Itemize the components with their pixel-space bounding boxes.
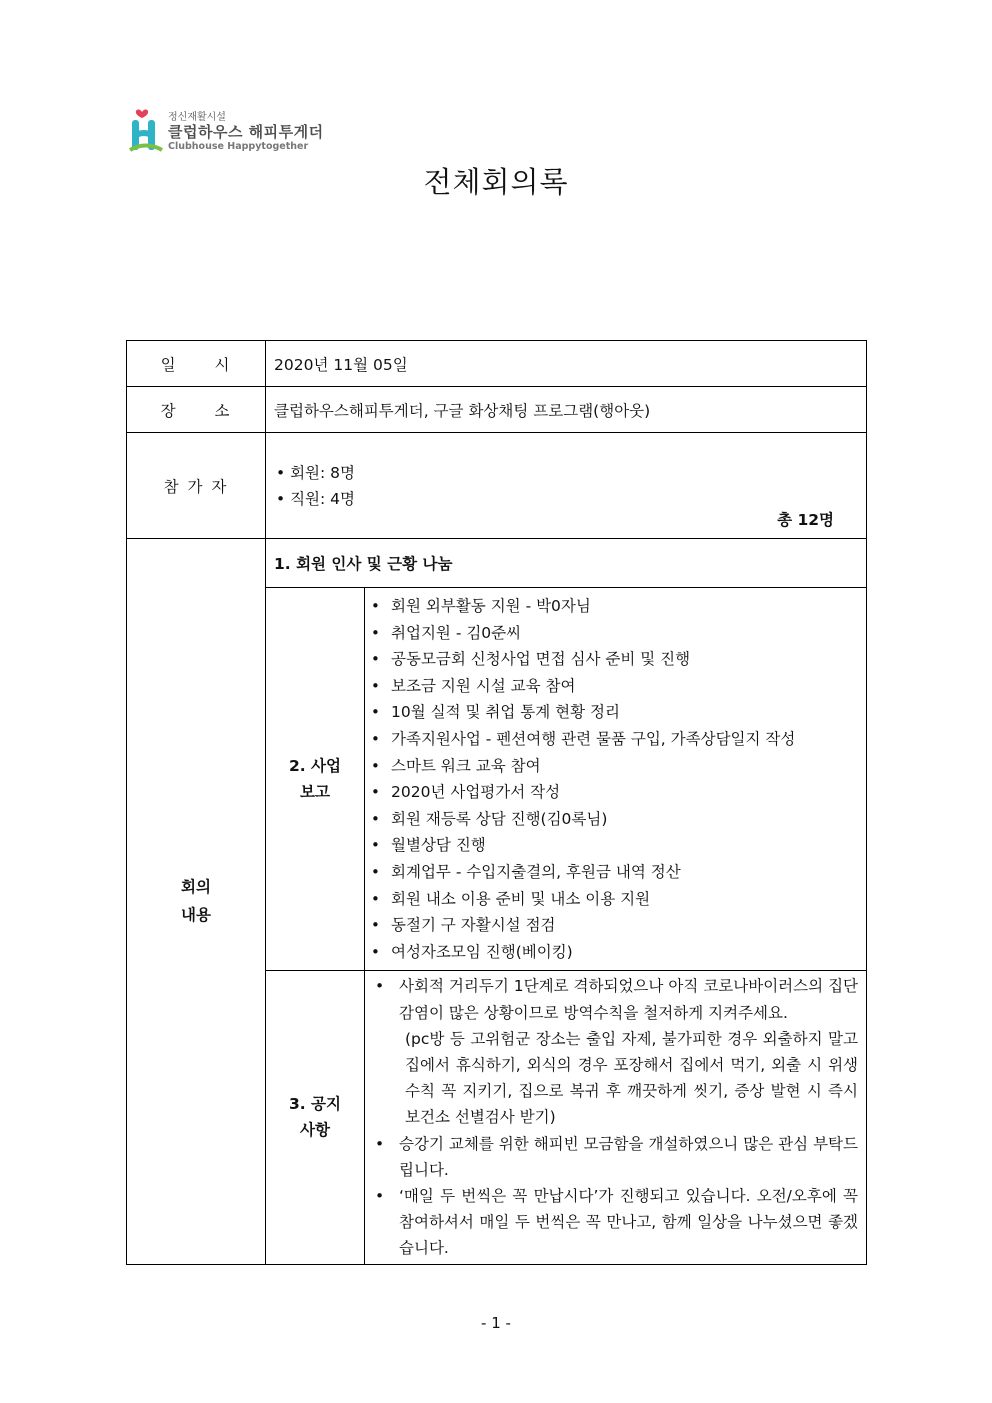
section2-label-line1: 2. 사업 [288, 757, 341, 776]
list-item: • 월별상담 진행 [391, 832, 860, 859]
list-item: • 10월 실적 및 취업 통계 현황 정리 [391, 699, 860, 726]
list-item: • 여성자조모임 진행(베이킹) [391, 939, 860, 966]
participants-total: 총 12명 [777, 511, 835, 529]
notice1-details: (pc방 등 고위험군 장소는 출입 자제, 불가피한 경우 외출하지 말고 집에서 휴식하기, 외식의 경우 포장해서 집에서 먹기, 외출 시 위생수칙 꼭 지키기, 집으로 복귀 후 깨끗하게 씻기, 증상 발현 시 즉시 보건소 선별검사 받기) [405, 1029, 859, 1127]
business-report-list [365, 588, 866, 970]
list-item: • 회원 내소 이용 준비 및 내소 이용 지원 [391, 886, 860, 913]
logo-emblem-icon [128, 106, 164, 154]
participants-row [127, 433, 867, 539]
section3-label-line2: 사항 [300, 1121, 330, 1140]
place-value: 클럽하우스해피투게더, 구글 화상채팅 프로그램(행아웃) [266, 387, 867, 433]
page-number: - 1 - [481, 1314, 511, 1332]
place-row [127, 387, 867, 433]
participants-cell [266, 433, 867, 539]
list-item: • 회원 재등록 상담 진행(김0록님) [391, 806, 860, 833]
section1-row [127, 539, 867, 588]
list-item: • 공동모금회 신청사업 면접 심사 준비 및 진행 [391, 646, 860, 673]
document-title: 전체회의록 [423, 165, 569, 199]
list-item: • 2020년 사업평가서 작성 [391, 779, 860, 806]
content-label-line2: 내용 [181, 906, 211, 925]
minutes-table [126, 340, 867, 1265]
list-item: • 회원 외부활동 지원 - 박0자님 [391, 593, 860, 620]
section2-label [266, 588, 365, 971]
section2-label-line2: 보고 [300, 783, 330, 802]
logo-name: 클럽하우스 해피투게더 [168, 123, 324, 141]
content-label [127, 539, 266, 1265]
section3-label-line1: 3. 공지 [288, 1095, 341, 1114]
logo-english-name: Clubhouse Happytogether [168, 141, 309, 152]
content-label-line1: 회의 [181, 878, 211, 897]
logo-subtitle: 정신재활시설 [168, 112, 226, 123]
notice-item: • ‘매일 두 번씩은 꼭 만납시다’가 진행되고 있습니다. 오전/오후에 꼭 참여하셔서 매일 두 번씩은 꼭 만나고, 함께 일상을 나누셨으면 좋겠습니다. [399, 1183, 858, 1262]
list-item: • 스마트 워크 교육 참여 [391, 753, 860, 780]
place-label: 장 소 [127, 387, 266, 433]
notice1-main: 사회적 거리두기 1단계로 격하되었으나 아직 코로나바이러스의 집단감염이 많은 상황이므로 방역수칙을 철저하게 지켜주세요. [399, 977, 859, 1022]
list-item: • 동절기 구 자활시설 점검 [391, 912, 860, 939]
date-value: 2020년 11월 05일 [266, 341, 867, 387]
date-label: 일 시 [127, 341, 266, 387]
notice-item: • 승강기 교체를 위한 해피빈 모금함을 개설하였으니 많은 관심 부탁드립니다. [399, 1131, 858, 1183]
list-item: • 회계업무 - 수입지출결의, 후원금 내역 정산 [391, 859, 860, 886]
list-item: • 가족지원사업 - 펜션여행 관련 물품 구입, 가족상담일지 작성 [391, 726, 860, 753]
section2-content [365, 588, 867, 971]
organization-logo [128, 104, 328, 156]
notice-item [399, 973, 858, 1130]
section3-label [266, 971, 365, 1264]
participants-staff: • 직원: 4명 [276, 486, 866, 512]
participants-label: 참 가 자 [127, 433, 266, 539]
section1-title: 1. 회원 인사 및 근황 나눔 [266, 539, 867, 588]
list-item: • 보조금 지원 시설 교육 참여 [391, 673, 860, 700]
date-row [127, 341, 867, 387]
notice-list [365, 971, 866, 1263]
section3-content [365, 971, 867, 1264]
list-item: • 취업지원 - 김0준씨 [391, 620, 860, 647]
participants-list [266, 460, 866, 512]
participants-members: • 회원: 8명 [276, 460, 866, 486]
